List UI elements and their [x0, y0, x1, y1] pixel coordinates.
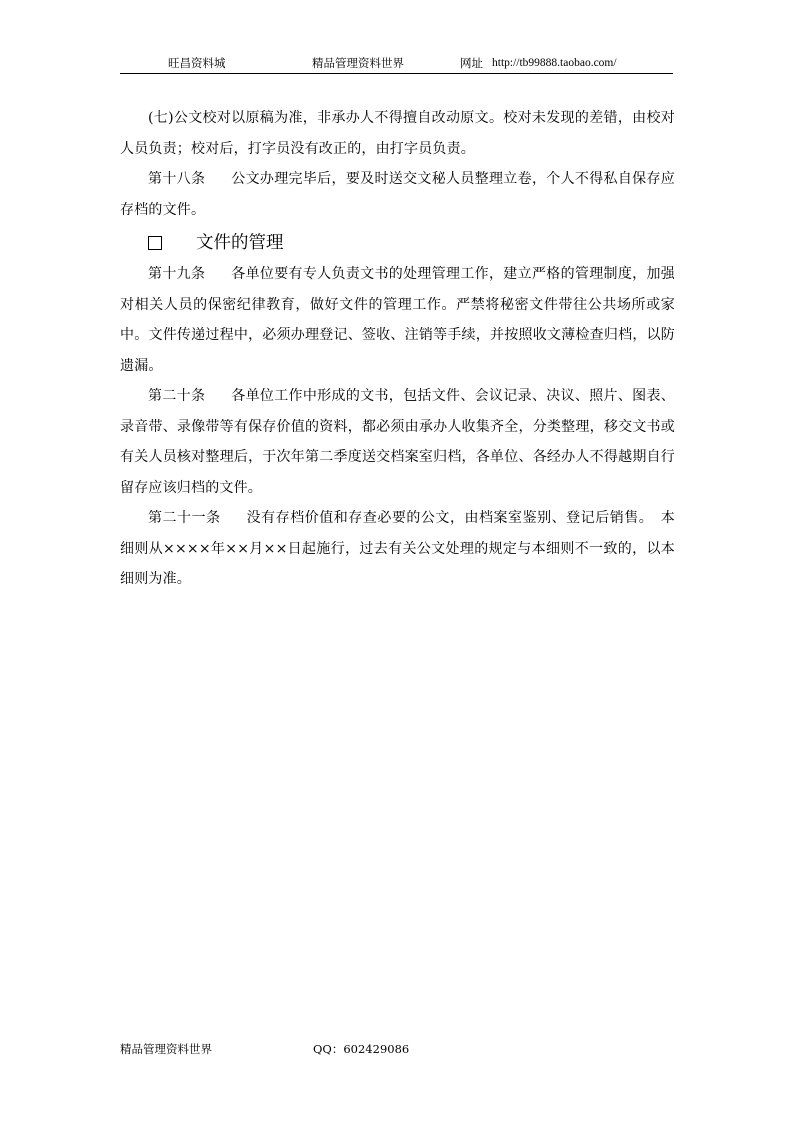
- footer-qq: QQ：602429086: [313, 1042, 410, 1056]
- section-heading: [120, 227, 675, 259]
- header-world-name: 精品管理资料世界: [312, 56, 404, 70]
- article-number: 第二十条: [148, 388, 206, 404]
- header-url-label: 网址: [460, 56, 483, 70]
- article-text: 公文办理完毕后，要及时送交文秘人员整理立卷，个人不得私自保存应存档的文件。: [120, 171, 675, 218]
- article-number: 第十八条: [148, 171, 206, 187]
- article-18: [120, 164, 675, 225]
- footer-world-name: 精品管理资料世界: [120, 1042, 212, 1056]
- article-19: [120, 259, 675, 381]
- article-text: 各单位工作中形成的文书，包括文件、会议记录、决议、照片、图表、录音带、录像带等有保存价值的资料，都必须由承办人收集齐全，分类整理，移交文书或有关人员核对整理后，于次年第二季度送交档案室归档，各单位、各经办人不得越期自行留存应该归档的文件。: [120, 388, 675, 496]
- paragraph-item-7: (七)公文校对以原稿为准，非承办人不得擅自改动原文。校对未发现的差错，由校对人员负责；校对后，打字员没有改正的，由打字员负责。: [120, 110, 675, 157]
- article-number: 第十九条: [148, 266, 206, 282]
- header-site-name: 旺昌资料城: [168, 56, 226, 70]
- article-20: [120, 381, 675, 503]
- header-url-link[interactable]: http://tb99888.taobao.com/: [492, 57, 617, 69]
- section-title: 文件的管理: [196, 233, 284, 253]
- article-21: [120, 503, 675, 595]
- article-text: 各单位要有专人负责文书的处理管理工作，建立严格的管理制度，加强对相关人员的保密纪律教育，做好文件的管理工作。严禁将秘密文件带往公共场所或家中。文件传递过程中，必须办理登记、签收、注销等手续，并按照收文薄检查归档，以防遗漏。: [120, 266, 675, 374]
- document-body: [120, 103, 675, 595]
- article-text: 没有存档价值和存查必要的公文，由档案室鉴别、登记后销售。 本细则从××××年××月××日起施行，过去有关公文处理的规定与本细则不一致的，以本细则为准。: [120, 510, 676, 587]
- checkbox-empty-icon: [148, 236, 162, 250]
- page-header: [120, 56, 673, 74]
- article-number: 第二十一条: [148, 510, 221, 526]
